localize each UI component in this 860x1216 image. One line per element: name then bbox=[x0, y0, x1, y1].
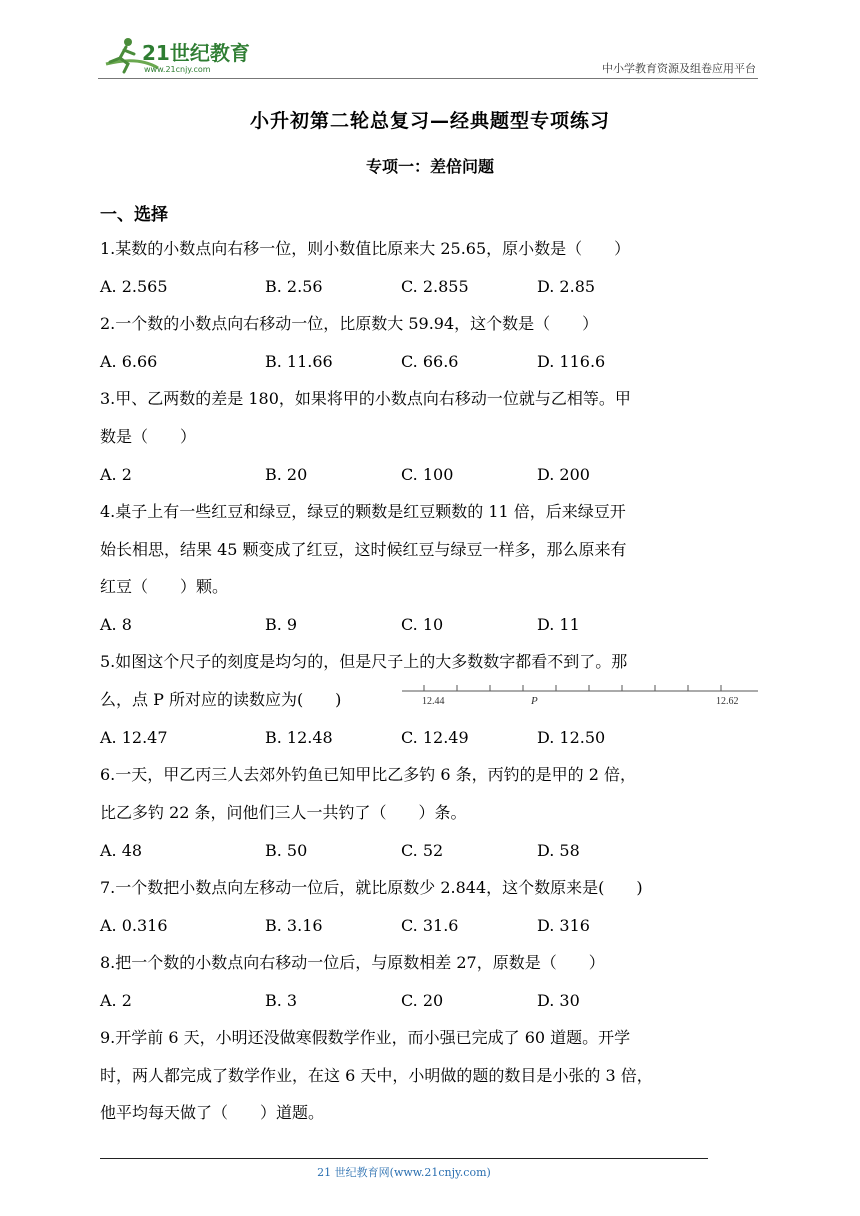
option-b: B. 2.56 bbox=[265, 277, 323, 296]
question-3-options bbox=[100, 456, 760, 493]
option-a: A. 12.47 bbox=[100, 728, 168, 747]
question-7-line-1: 7.一个数把小数点向左移动一位后，就比原数少 2.844，这个数原来是( ) bbox=[100, 878, 643, 897]
ruler-point-p: P bbox=[531, 695, 538, 707]
option-b: B. 12.48 bbox=[265, 728, 333, 747]
question-3-line-2: 数是（ ） bbox=[100, 427, 197, 446]
question-3-line-1: 3.甲、乙两数的差是 180，如果将甲的小数点向右移动一位就与乙相等。甲 bbox=[100, 389, 631, 408]
option-d: D. 316 bbox=[537, 916, 590, 935]
question-1-options bbox=[100, 268, 760, 305]
option-b: B. 50 bbox=[265, 841, 308, 860]
question-5-line-2: 么，点 P 所对应的读数应为( ) bbox=[100, 690, 342, 709]
option-a: A. 0.316 bbox=[100, 916, 168, 935]
question-4-options bbox=[100, 606, 760, 643]
option-c: C. 52 bbox=[401, 841, 444, 860]
question-8-line-1: 8.把一个数的小数点向右移动一位后，与原数相差 27，原数是（ ） bbox=[100, 953, 605, 972]
option-a: A. 8 bbox=[100, 615, 132, 634]
option-d: D. 116.6 bbox=[537, 352, 606, 371]
question-6-line-1: 6.一天，甲乙丙三人去郊外钓鱼已知甲比乙多钓 6 条，丙钓的是甲的 2 倍， bbox=[100, 765, 636, 784]
logo-21cnjy bbox=[98, 34, 268, 78]
question-9-line-3: 他平均每天做了（ ）道题。 bbox=[100, 1103, 325, 1122]
question-2-line-1: 2.一个数的小数点向右移动一位，比原数大 59.94，这个数是（ ） bbox=[100, 314, 599, 333]
ruler-left-label: 12.44 bbox=[422, 696, 445, 707]
question-4-line-2: 始长相思，结果 45 颗变成了红豆，这时候红豆与绿豆一样多，那么原来有 bbox=[100, 540, 627, 559]
option-a: A. 2 bbox=[100, 465, 132, 484]
page-header bbox=[98, 34, 758, 78]
option-b: B. 9 bbox=[265, 615, 298, 634]
header-divider bbox=[98, 78, 758, 79]
ruler-figure bbox=[402, 683, 760, 709]
question-1-line-1: 1.某数的小数点向右移一位，则小数值比原来大 25.65，原小数是（ ） bbox=[100, 239, 631, 258]
option-c: C. 31.6 bbox=[401, 916, 459, 935]
question-7-options bbox=[100, 907, 760, 944]
logo-url: www.21cnjy.com bbox=[144, 65, 211, 74]
logo-text: 21世纪教育 bbox=[142, 41, 250, 65]
question-6-options bbox=[100, 832, 760, 869]
section-heading: 一、选择 bbox=[100, 205, 168, 225]
platform-name: 中小学教育资源及组卷应用平台 bbox=[602, 62, 756, 75]
option-d: D. 2.85 bbox=[537, 277, 596, 296]
option-b: B. 11.66 bbox=[265, 352, 333, 371]
option-d: D. 30 bbox=[537, 991, 580, 1010]
option-c: C. 20 bbox=[401, 991, 444, 1010]
option-a: A. 48 bbox=[100, 841, 143, 860]
option-c: C. 66.6 bbox=[401, 352, 459, 371]
option-a: A. 2 bbox=[100, 991, 132, 1010]
option-a: A. 2.565 bbox=[100, 277, 168, 296]
question-5-line-1: 5.如图这个尺子的刻度是均匀的，但是尺子上的大多数数字都看不到了。那 bbox=[100, 652, 628, 671]
option-b: B. 3.16 bbox=[265, 916, 323, 935]
option-d: D. 58 bbox=[537, 841, 580, 860]
page-subtitle: 专项一：差倍问题 bbox=[365, 157, 494, 176]
ruler-right-label: 12.62 bbox=[716, 696, 739, 707]
option-b: B. 20 bbox=[265, 465, 308, 484]
ruler-ticks bbox=[424, 685, 721, 691]
question-2-options bbox=[100, 343, 760, 380]
option-d: D. 12.50 bbox=[537, 728, 606, 747]
option-c: C. 12.49 bbox=[401, 728, 469, 747]
option-b: B. 3 bbox=[265, 991, 298, 1010]
option-c: C. 100 bbox=[401, 465, 454, 484]
option-a: A. 6.66 bbox=[100, 352, 158, 371]
question-4-line-3: 红豆（ ）颗。 bbox=[100, 577, 229, 596]
question-6-line-2: 比乙多钓 22 条，问他们三人一共钓了（ ）条。 bbox=[100, 803, 467, 822]
question-5-options bbox=[100, 719, 760, 756]
question-8-options bbox=[100, 982, 760, 1019]
option-c: C. 2.855 bbox=[401, 277, 469, 296]
question-9-line-1: 9.开学前 6 天，小明还没做寒假数学作业，而小强已完成了 60 道题。开学 bbox=[100, 1028, 631, 1047]
question-9-line-2: 时，两人都完成了数学作业，在这 6 天中，小明做的题的数目是小张的 3 倍， bbox=[100, 1066, 653, 1085]
page-title: 小升初第二轮总复习—经典题型专项练习 bbox=[249, 110, 610, 132]
option-c: C. 10 bbox=[401, 615, 444, 634]
footer-divider bbox=[100, 1158, 708, 1159]
option-d: D. 11 bbox=[537, 615, 580, 634]
footer-text: 21 世纪教育网(www.21cnjy.com) bbox=[317, 1166, 491, 1179]
option-d: D. 200 bbox=[537, 465, 590, 484]
question-4-line-1: 4.桌子上有一些红豆和绿豆，绿豆的颗数是红豆颗数的 11 倍，后来绿豆开 bbox=[100, 502, 626, 521]
